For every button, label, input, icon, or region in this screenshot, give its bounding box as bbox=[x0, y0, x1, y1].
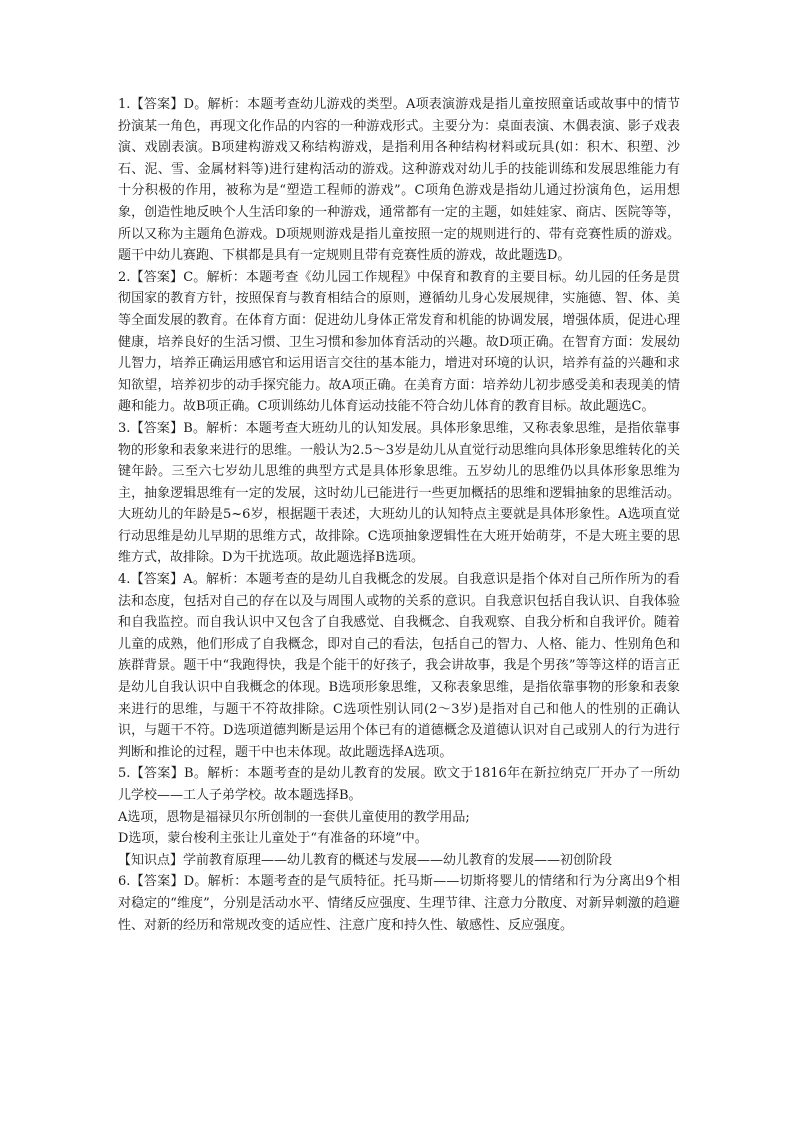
answer-2: 2.【答案】C。解析：本题考查《幼儿园工作规程》中保育和教育的主要目标。幼儿园的任务是贯彻国家的教育方针，按照保育与教育相结合的原则，遵循幼儿身心发展规律，实施德、智、体、美等全面发展的教育。在体育方面：促进幼儿身体正常发育和机能的协调发展，增强体质，促进心理健康，培养良好的生活习惯、卫生习惯和参加体育活动的兴趣。故D项正确。在智育方面：发展幼儿智力，培养正确运用感官和运用语言交往的基本能力，增进对环境的认识，培养有益的兴趣和求知欲望，培养初步的动手探究能力。故A项正确。在美育方面：培养幼儿初步感受美和表现美的情趣和能力。故B项正确。C项训练幼儿体育运动技能不符合幼儿体育的教育目标。故此题选C。 bbox=[118, 269, 680, 415]
answer-3: 3.【答案】B。解析：本题考查大班幼儿的认知发展。具体形象思维，又称表象思维，是指依靠事物的形象和表象来进行的思维。一般认为2.5～3岁是幼儿从直觉行动思维向具体形象思维转化的关键年龄。三至六七岁幼儿思维的典型方式是具体形象思维。五岁幼儿的思维仍以具体形象思维为主，抽象逻辑思维有一定的发展，这时幼儿已能进行一些更加概括的思维和逻辑抽象的思维活动。大班幼儿的年龄是5~6岁，根据题干表述，大班幼儿的认知特点主要就是具体形象性。A选项直觉行动思维是幼儿早期的思维方式，故排除。C选项抽象逻辑性在大班开始萌芽，不是大班主要的思维方式，故排除。D为干扰选项。故此题选择B选项。 bbox=[118, 420, 680, 566]
answer-6: 6.【答案】D。解析：本题考查的是气质特征。托马斯——切斯将婴儿的情绪和行为分离出9个相对稳定的“维度”，分别是活动水平、情绪反应强度、生理节律、注意力分散度、对新异刺激的趋避性、对新的经历和常规改变的适应性、注意广度和持久性、敏感性、反应强度。 bbox=[118, 874, 680, 933]
answer-5-knowledge-point: 【知识点】学前教育原理——幼儿教育的概述与发展——幼儿教育的发展——初创阶段 bbox=[118, 852, 613, 868]
answer-4: 4.【答案】A。解析：本题考查的是幼儿自我概念的发展。自我意识是指个体对自己所作所为的看法和态度，包括对自己的存在以及与周围人或物的关系的意识。自我意识包括自我认识、自我体验和自我监控。而自我认识中又包含了自我感觉、自我概念、自我观察、自我分析和自我评价。随着儿童的成熟，他们形成了自我概念，即对自己的看法，包括自己的智力、人格、能力、性别角色和族群背景。题干中“我跑得快，我是个能干的好孩子，我会讲故事，我是个男孩”等等这样的语言正是幼儿自我认识中自我概念的体现。B选项形象思维，又称表象思维，是指依靠事物的形象和表象来进行的思维，与题干不符故排除。C选项性别认同(2～3岁)是指对自己和他人的性别的正确认识，与题干不符。D选项道德判断是运用个体已有的道德概念及道德认识对自己或别人的行为进行判断和推论的过程，题干中也未体现。故此题选择A选项。 bbox=[118, 572, 680, 760]
answer-5: 5.【答案】B。解析：本题考查的是幼儿教育的发展。欧文于1816年在新拉纳克厂开办了一所幼儿学校——工人子弟学校。故本题选择B。 bbox=[118, 766, 680, 803]
answer-document bbox=[118, 94, 680, 936]
answer-5-option-d-note: D选项，蒙台梭利主张让儿童处于“有准备的环境”中。 bbox=[118, 831, 428, 847]
answer-5-option-a-note: A选项，恩物是福禄贝尔所创制的一套供儿童使用的教学用品; bbox=[118, 809, 470, 825]
answer-1: 1.【答案】D。解析：本题考查幼儿游戏的类型。A项表演游戏是指儿童按照童话或故事中的情节扮演某一角色，再现文化作品的内容的一种游戏形式。主要分为：桌面表演、木偶表演、影子戏表演、戏剧表演。B项建构游戏又称结构游戏，是指利用各种结构材料或玩具(如：积木、积塑、沙石、泥、雪、金属材料等)进行建构活动的游戏。这种游戏对幼儿手的技能训练和发展思维能力有十分积极的作用，被称为是“塑造工程师的游戏”。C项角色游戏是指幼儿通过扮演角色，运用想象，创造性地反映个人生活印象的一种游戏，通常都有一定的主题，如娃娃家、商店、医院等等，所以又称为主题角色游戏。D项规则游戏是指儿童按照一定的规则进行的、带有竞赛性质的游戏。题干中幼儿赛跑、下棋都是具有一定规则且带有竞赛性质的游戏，故此题选D。 bbox=[118, 97, 680, 264]
